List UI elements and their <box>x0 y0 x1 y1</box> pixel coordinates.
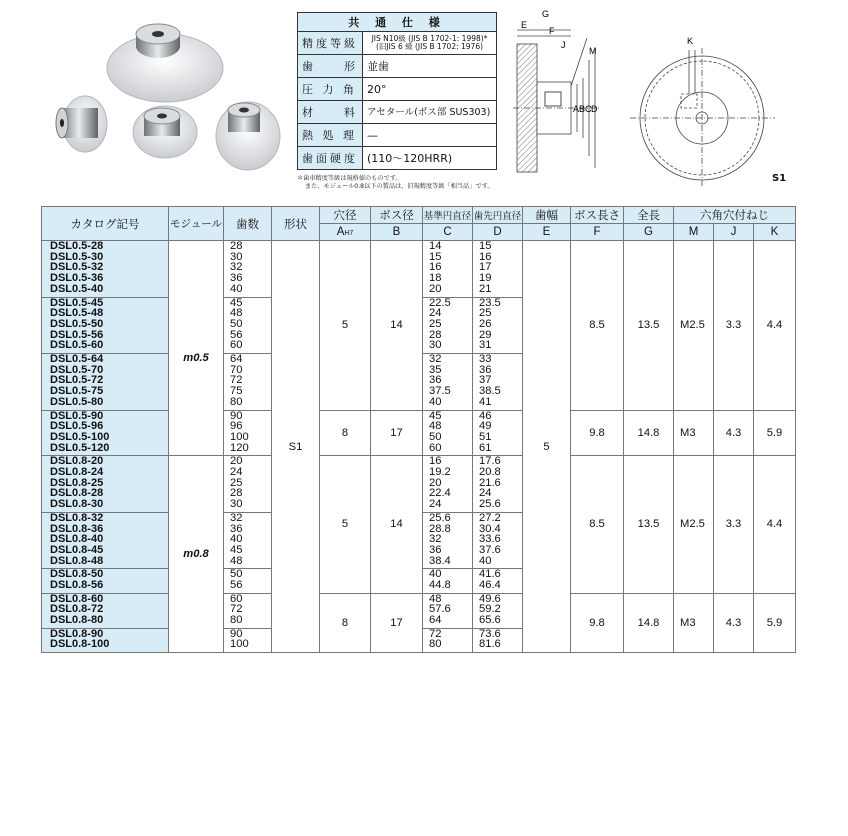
catalog-number: DSL0.5-40 <box>50 282 104 295</box>
pitch-dia-value: 24 <box>429 307 442 320</box>
spec-label: 材 料 <box>298 101 363 124</box>
subheader-g: G <box>624 224 674 241</box>
header-tip-dia: 歯先円直径 <box>473 207 523 224</box>
tip-dia-value: 25 <box>479 307 492 320</box>
catalog-number: DSL0.8-72 <box>50 603 104 616</box>
catalog-cell <box>42 628 169 652</box>
dim-g-cell: 13.5 <box>624 241 674 411</box>
dim-m-cell: M2.5 <box>674 241 714 411</box>
tip-dia-value: 27.2 <box>479 511 501 524</box>
header-boss-dia: ボス径 <box>371 207 423 224</box>
pitch-dia-cell <box>423 628 473 652</box>
dim-j-cell: 4.3 <box>714 410 754 456</box>
header-pitch-dia: 基準円直径 <box>423 207 473 224</box>
pitch-dia-value: 72 <box>429 627 442 640</box>
catalog-number: DSL0.8-28 <box>50 487 104 500</box>
dim-m-cell: M2.5 <box>674 456 714 593</box>
tip-dia-cell <box>473 456 523 513</box>
catalog-number: DSL0.5-120 <box>50 441 110 454</box>
bore-cell: 8 <box>320 593 371 652</box>
header-total-len: 全長 <box>624 207 674 224</box>
dim-g-cell: 13.5 <box>624 456 674 593</box>
shape-cell: S1 <box>272 241 320 653</box>
teeth-value: 48 <box>230 307 243 320</box>
subheader-m: M <box>674 224 714 241</box>
header-catalog: カタログ記号 <box>42 207 169 241</box>
teeth-value: 100 <box>230 430 249 443</box>
pitch-dia-cell <box>423 297 473 354</box>
technical-drawing <box>505 8 805 193</box>
pitch-dia-value: 18 <box>429 272 442 285</box>
spec-row <box>298 78 497 101</box>
teeth-value: 32 <box>230 511 243 524</box>
teeth-value: 120 <box>230 441 249 454</box>
spec-label: 歯面硬度 <box>298 147 363 170</box>
pitch-dia-value: 36 <box>429 543 442 556</box>
teeth-value: 40 <box>230 282 243 295</box>
teeth-value: 72 <box>230 374 243 387</box>
catalog-number: DSL0.5-36 <box>50 272 104 285</box>
catalog-number: DSL0.5-32 <box>50 261 104 274</box>
spec-value: 20° <box>363 78 497 101</box>
pitch-dia-value: 60 <box>429 441 442 454</box>
teeth-cell <box>224 593 272 628</box>
product-photo <box>20 6 282 191</box>
spec-value: — <box>363 124 497 147</box>
dim-label-m: M <box>589 46 597 56</box>
dim-k-cell: 5.9 <box>754 410 796 456</box>
dim-label-k: K <box>687 36 694 46</box>
teeth-value: 60 <box>230 592 243 605</box>
pitch-dia-value: 28 <box>429 328 442 341</box>
pitch-dia-value: 20 <box>429 282 442 295</box>
teeth-cell <box>224 512 272 569</box>
dim-j-cell: 4.3 <box>714 593 754 652</box>
table-row-group <box>42 410 796 456</box>
spec-value: (110～120HRR) <box>363 147 497 170</box>
teeth-value: 80 <box>230 395 243 408</box>
subheader-f: F <box>571 224 624 241</box>
dim-label-b: B <box>579 104 586 114</box>
teeth-value: 40 <box>230 533 243 546</box>
catalog-number: DSL0.8-40 <box>50 533 104 546</box>
pitch-dia-value: 24 <box>429 498 442 511</box>
bore-cell: 5 <box>320 456 371 593</box>
teeth-value: 24 <box>230 466 243 478</box>
header-bore: 穴径 <box>320 207 371 224</box>
pitch-dia-value: 25 <box>429 317 442 330</box>
catalog-number: DSL0.5-60 <box>50 339 104 352</box>
teeth-cell <box>224 456 272 513</box>
catalog-cell <box>42 410 169 456</box>
pitch-dia-cell <box>423 569 473 593</box>
catalog-number: DSL0.8-80 <box>50 614 104 627</box>
dim-g-cell: 14.8 <box>624 593 674 652</box>
tip-dia-value: 30.4 <box>479 522 501 535</box>
tip-dia-value: 21.6 <box>479 476 501 489</box>
tip-dia-value: 33 <box>479 353 492 365</box>
catalog-number: DSL0.8-30 <box>50 498 104 511</box>
tip-dia-value: 20.8 <box>479 466 501 478</box>
spec-value: JIS N10級 (JIS B 1702-1: 1998)* (旧JIS 6 級 (JIS B 1702: 1976) <box>363 32 497 55</box>
dim-m-cell: M3 <box>674 593 714 652</box>
dim-j-cell: 3.3 <box>714 456 754 593</box>
pitch-dia-value: 38.4 <box>429 554 451 567</box>
tip-dia-value: 21 <box>479 282 492 295</box>
tip-dia-cell <box>473 512 523 569</box>
header-face-width: 歯幅 <box>523 207 571 224</box>
pitch-dia-cell <box>423 354 473 411</box>
tip-dia-value: 16 <box>479 250 492 263</box>
subheader-a-tol: H7 <box>344 230 354 237</box>
pitch-dia-value: 22.4 <box>429 487 451 500</box>
pitch-dia-value: 40 <box>429 568 442 581</box>
tip-dia-value: 19 <box>479 272 492 285</box>
teeth-value: 56 <box>230 328 243 341</box>
subheader-a <box>320 224 371 241</box>
teeth-value: 28 <box>230 240 243 252</box>
spec-note <box>297 175 494 191</box>
header-teeth: 歯数 <box>224 207 272 241</box>
dim-j-cell: 3.3 <box>714 241 754 411</box>
pitch-dia-cell <box>423 593 473 628</box>
pitch-dia-value: 14 <box>429 240 442 252</box>
catalog-number: DSL0.5-50 <box>50 317 104 330</box>
catalog-cell <box>42 241 169 298</box>
tip-dia-value: 26 <box>479 317 492 330</box>
subheader-j: J <box>714 224 754 241</box>
tip-dia-value: 49 <box>479 420 492 433</box>
teeth-value: 45 <box>230 296 243 309</box>
dim-f-cell: 9.8 <box>571 410 624 456</box>
dim-label-e: E <box>521 20 528 30</box>
header-shape: 形状 <box>272 207 320 241</box>
pitch-dia-cell <box>423 512 473 569</box>
boss-dia-cell: 17 <box>371 593 423 652</box>
spec-row <box>298 101 497 124</box>
subheader-d: D <box>473 224 523 241</box>
catalog-number: DSL0.8-60 <box>50 592 104 605</box>
teeth-value: 36 <box>230 272 243 285</box>
bore-cell: 8 <box>320 410 371 456</box>
spec-row <box>298 55 497 78</box>
catalog-number: DSL0.8-56 <box>50 579 104 591</box>
catalog-cell <box>42 593 169 628</box>
teeth-value: 28 <box>230 487 243 500</box>
pitch-dia-value: 20 <box>429 476 442 489</box>
pitch-dia-value: 44.8 <box>429 579 451 591</box>
tip-dia-cell <box>473 354 523 411</box>
header-module: モジュール <box>169 207 224 241</box>
catalog-number: DSL0.5-28 <box>50 240 104 252</box>
dim-label-f: F <box>549 26 555 36</box>
catalog-number: DSL0.8-32 <box>50 511 104 524</box>
dim-label-d: D <box>591 104 598 114</box>
teeth-value: 80 <box>230 614 243 627</box>
pitch-dia-value: 32 <box>429 533 442 546</box>
pitch-dia-value: 64 <box>429 614 442 627</box>
shape-label: S1 <box>772 173 787 184</box>
pitch-dia-value: 35 <box>429 363 442 376</box>
header-boss-len: ボス長さ <box>571 207 624 224</box>
spec-label: 精度等級 <box>298 32 363 55</box>
pitch-dia-value: 48 <box>429 420 442 433</box>
catalog-number: DSL0.8-90 <box>50 627 104 640</box>
boss-dia-cell: 14 <box>371 241 423 411</box>
tip-dia-value: 15 <box>479 240 492 252</box>
catalog-number: DSL0.5-30 <box>50 250 104 263</box>
catalog-number: DSL0.8-36 <box>50 522 104 535</box>
tip-dia-value: 29 <box>479 328 492 341</box>
catalog-cell <box>42 569 169 593</box>
pitch-dia-value: 50 <box>429 430 442 443</box>
tip-dia-value: 65.6 <box>479 614 501 627</box>
tip-dia-value: 25.6 <box>479 498 501 511</box>
module-cell: m0.5 <box>169 241 224 456</box>
teeth-value: 75 <box>230 385 243 398</box>
pitch-dia-value: 36 <box>429 374 442 387</box>
dim-label-c: C <box>585 104 592 114</box>
catalog-cell <box>42 297 169 354</box>
pitch-dia-value: 15 <box>429 250 442 263</box>
teeth-value: 64 <box>230 353 243 365</box>
catalog-number: DSL0.8-25 <box>50 476 104 489</box>
spec-row <box>298 32 497 55</box>
tip-dia-value: 81.6 <box>479 638 501 651</box>
table-row-group <box>42 593 796 628</box>
catalog-number: DSL0.8-20 <box>50 455 104 468</box>
catalog-number: DSL0.5-80 <box>50 395 104 408</box>
pitch-dia-value: 80 <box>429 638 442 651</box>
table-row-group <box>42 456 796 513</box>
spec-note-line: また、モジュール0.8以下の製品は、旧規精度等級「相当品」です。 <box>305 183 494 190</box>
teeth-value: 36 <box>230 522 243 535</box>
teeth-value: 50 <box>230 317 243 330</box>
gear-middle <box>133 106 197 158</box>
catalog-number: DSL0.8-45 <box>50 543 104 556</box>
teeth-value: 30 <box>230 498 243 511</box>
teeth-value: 72 <box>230 603 243 616</box>
catalog-number: DSL0.5-90 <box>50 409 104 422</box>
gear-right <box>216 102 280 170</box>
spec-value: 並歯 <box>363 55 497 78</box>
teeth-value: 32 <box>230 261 243 274</box>
tip-dia-value: 23.5 <box>479 296 501 309</box>
catalog-number: DSL0.5-48 <box>50 307 104 320</box>
tip-dia-value: 24 <box>479 487 492 500</box>
teeth-value: 90 <box>230 409 243 422</box>
catalog-number: DSL0.5-96 <box>50 420 104 433</box>
tip-dia-value: 40 <box>479 554 492 567</box>
tip-dia-cell <box>473 628 523 652</box>
teeth-cell <box>224 241 272 298</box>
spec-label: 圧 力 角 <box>298 78 363 101</box>
catalog-cell <box>42 456 169 513</box>
tip-dia-value: 37.6 <box>479 543 501 556</box>
tip-dia-value: 46 <box>479 409 492 422</box>
dim-label-a: A <box>573 104 580 114</box>
dim-f-cell: 8.5 <box>571 456 624 593</box>
pitch-dia-cell <box>423 456 473 513</box>
pitch-dia-value: 57.6 <box>429 603 451 616</box>
tip-dia-value: 17 <box>479 261 492 274</box>
catalog-number: DSL0.5-100 <box>50 430 110 443</box>
teeth-value: 20 <box>230 455 243 468</box>
teeth-value: 45 <box>230 543 243 556</box>
pitch-dia-value: 32 <box>429 353 442 365</box>
tip-dia-value: 46.4 <box>479 579 501 591</box>
teeth-value: 30 <box>230 250 243 263</box>
tip-dia-value: 33.6 <box>479 533 501 546</box>
side-view <box>513 30 600 172</box>
product-table <box>41 206 796 653</box>
teeth-value: 60 <box>230 339 243 352</box>
boss-dia-cell: 17 <box>371 410 423 456</box>
pitch-dia-value: 28.8 <box>429 522 451 535</box>
tip-dia-value: 41 <box>479 395 492 408</box>
spec-note-line: ＊歯車精度等級は規格値のものです。 <box>297 175 402 182</box>
teeth-cell <box>224 569 272 593</box>
spec-table <box>297 12 497 170</box>
teeth-value: 100 <box>230 638 249 651</box>
pitch-dia-value: 48 <box>429 592 442 605</box>
catalog-number: DSL0.5-75 <box>50 385 104 398</box>
tip-dia-value: 61 <box>479 441 492 454</box>
catalog-number: DSL0.8-100 <box>50 638 110 651</box>
dim-g-cell: 14.8 <box>624 410 674 456</box>
dim-k-cell: 4.4 <box>754 456 796 593</box>
tip-dia-cell <box>473 241 523 298</box>
spec-label: 熱 処 理 <box>298 124 363 147</box>
pitch-dia-value: 37.5 <box>429 385 451 398</box>
tip-dia-cell <box>473 569 523 593</box>
tip-dia-value: 37 <box>479 374 492 387</box>
dim-label-g: G <box>542 9 550 19</box>
table-row-group <box>42 241 796 298</box>
teeth-value: 50 <box>230 568 243 581</box>
teeth-cell <box>224 297 272 354</box>
dim-m-cell: M3 <box>674 410 714 456</box>
catalog-number: DSL0.8-24 <box>50 466 104 478</box>
spec-row <box>298 147 497 170</box>
face-width-cell: 5 <box>523 241 571 653</box>
teeth-value: 56 <box>230 579 243 591</box>
tip-dia-value: 36 <box>479 363 492 376</box>
dim-f-cell: 8.5 <box>571 241 624 411</box>
spec-title: 共 通 仕 様 <box>298 13 497 32</box>
catalog-number: DSL0.5-72 <box>50 374 104 387</box>
catalog-cell <box>42 354 169 411</box>
catalog-number: DSL0.8-50 <box>50 568 104 581</box>
spec-value: アセタール(ボス部 SUS303) <box>363 101 497 124</box>
teeth-cell <box>224 628 272 652</box>
pitch-dia-value: 40 <box>429 395 442 408</box>
catalog-number: DSL0.5-56 <box>50 328 104 341</box>
spec-row <box>298 124 497 147</box>
tip-dia-value: 17.6 <box>479 455 501 468</box>
catalog-cell <box>42 512 169 569</box>
tip-dia-value: 59.2 <box>479 603 501 616</box>
boss-dia-cell: 14 <box>371 456 423 593</box>
header-set-screw: 六角穴付ねじ <box>674 207 796 224</box>
pitch-dia-value: 19.2 <box>429 466 451 478</box>
pitch-dia-cell <box>423 410 473 456</box>
tip-dia-value: 41.6 <box>479 568 501 581</box>
subheader-b: B <box>371 224 423 241</box>
module-cell: m0.8 <box>169 456 224 653</box>
catalog-number: DSL0.5-70 <box>50 363 104 376</box>
teeth-value: 25 <box>230 476 243 489</box>
teeth-value: 90 <box>230 627 243 640</box>
subheader-k: K <box>754 224 796 241</box>
subheader-c: C <box>423 224 473 241</box>
subheader-a-letter: A <box>336 226 345 238</box>
teeth-value: 70 <box>230 363 243 376</box>
dim-f-cell: 9.8 <box>571 593 624 652</box>
dim-k-cell: 4.4 <box>754 241 796 411</box>
pitch-dia-value: 22.5 <box>429 296 451 309</box>
pitch-dia-cell <box>423 241 473 298</box>
tip-dia-value: 51 <box>479 430 492 443</box>
tip-dia-cell <box>473 410 523 456</box>
teeth-value: 96 <box>230 420 243 433</box>
pitch-dia-value: 25.6 <box>429 511 451 524</box>
tip-dia-value: 49.6 <box>479 592 501 605</box>
pitch-dia-value: 45 <box>429 409 442 422</box>
bore-cell: 5 <box>320 241 371 411</box>
catalog-number: DSL0.5-64 <box>50 353 104 365</box>
subheader-e: E <box>523 224 571 241</box>
catalog-number: DSL0.5-45 <box>50 296 104 309</box>
dim-k-cell: 5.9 <box>754 593 796 652</box>
tip-dia-value: 31 <box>479 339 492 352</box>
gear-large-top <box>107 24 223 102</box>
pitch-dia-value: 16 <box>429 455 442 468</box>
tip-dia-value: 38.5 <box>479 385 501 398</box>
pitch-dia-value: 16 <box>429 261 442 274</box>
pitch-dia-value: 30 <box>429 339 442 352</box>
front-view <box>630 48 775 188</box>
gear-left <box>56 96 107 152</box>
teeth-cell <box>224 410 272 456</box>
catalog-number: DSL0.8-48 <box>50 554 104 567</box>
teeth-cell <box>224 354 272 411</box>
spec-label: 歯 形 <box>298 55 363 78</box>
tip-dia-cell <box>473 593 523 628</box>
tip-dia-value: 73.6 <box>479 627 501 640</box>
tip-dia-cell <box>473 297 523 354</box>
dim-label-j: J <box>561 40 566 50</box>
teeth-value: 48 <box>230 554 243 567</box>
